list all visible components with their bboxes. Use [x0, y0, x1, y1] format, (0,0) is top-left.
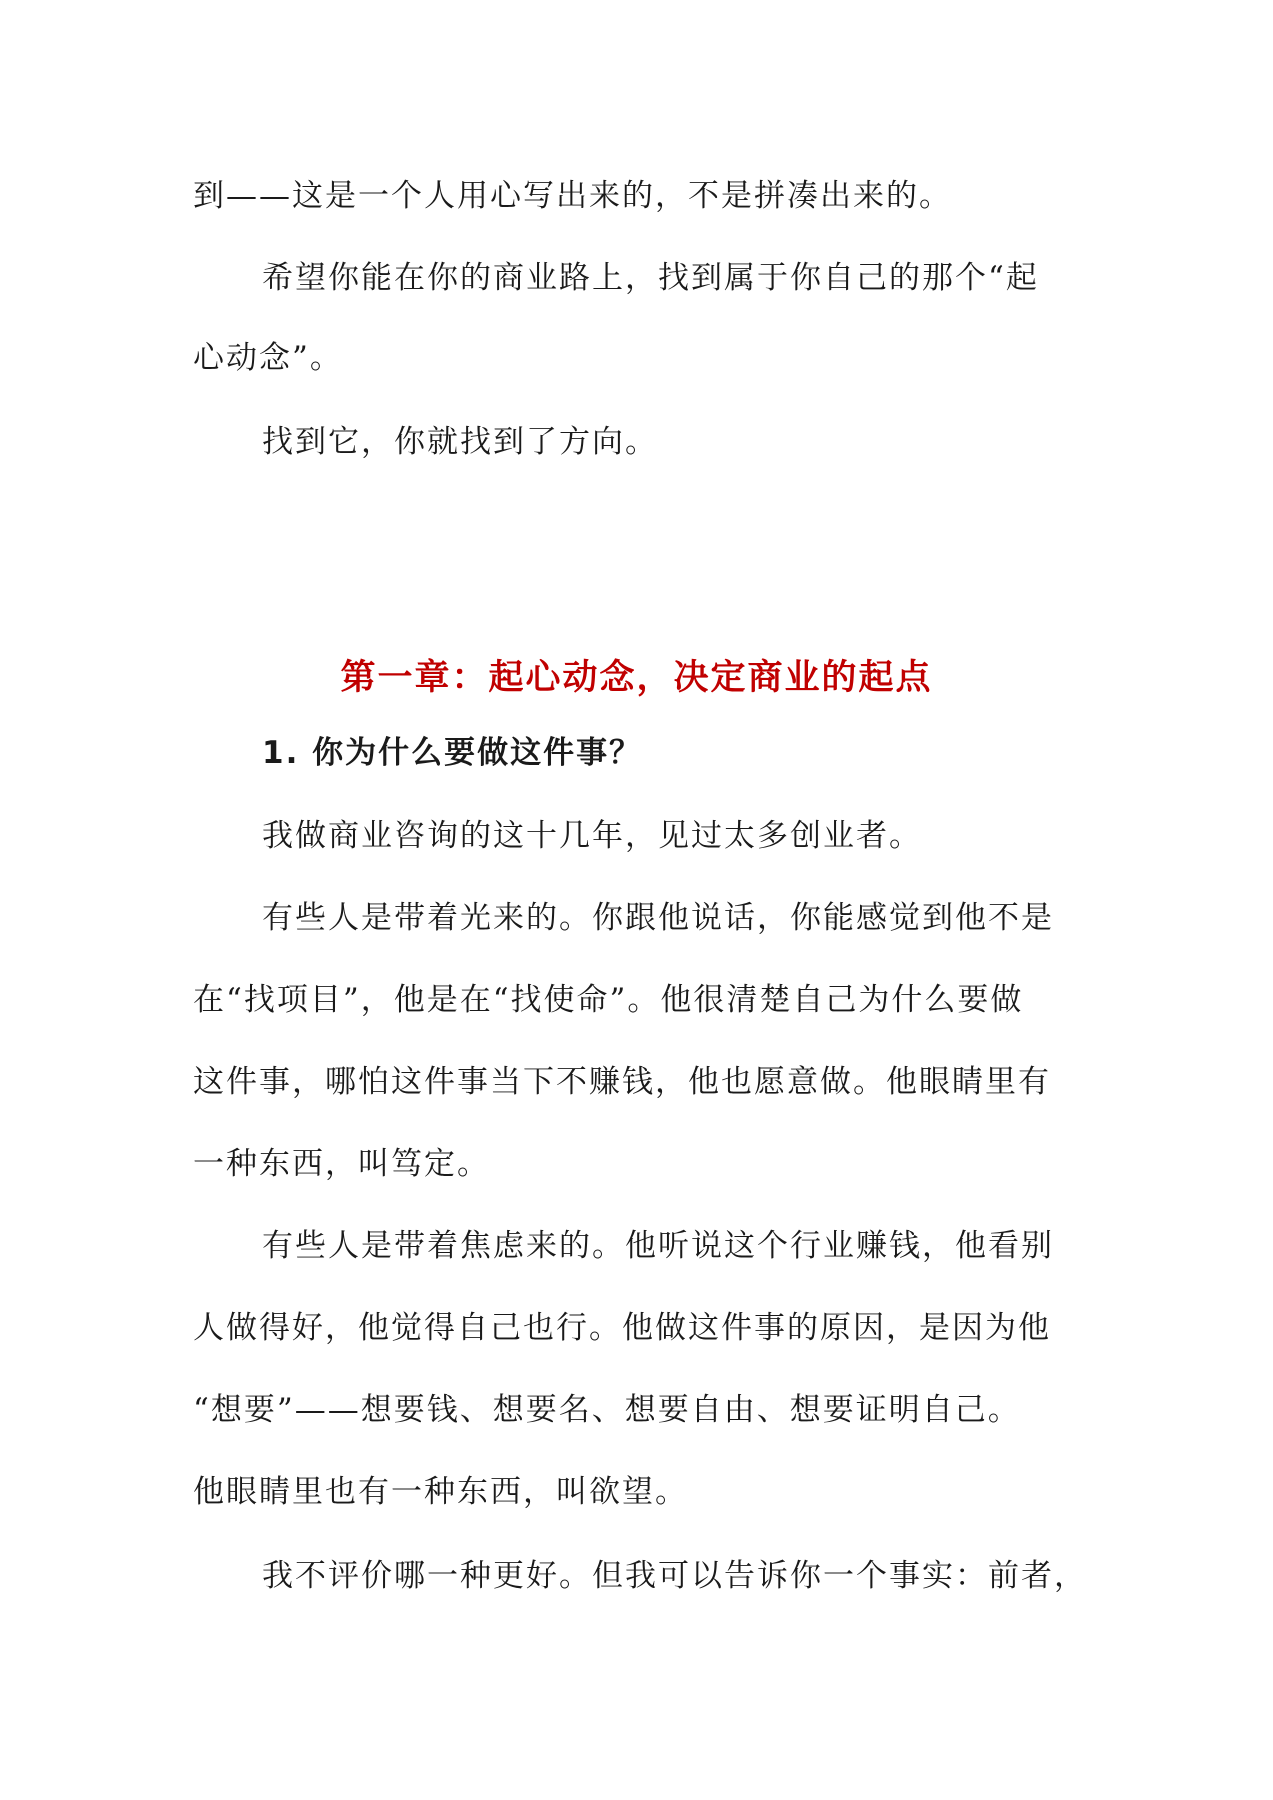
section-title: 1. 你为什么要做这件事？ — [262, 735, 643, 771]
body-paragraph-2-line-3: 这件事，哪怕这件事当下不赚钱，他也愿意做。他眼睛里有 — [193, 1064, 1051, 1100]
intro-paragraph-3-line-1: 找到它，你就找到了方向。 — [262, 424, 658, 460]
body-paragraph-3-line-1: 有些人是带着焦虑来的。他听说这个行业赚钱，他看别 — [262, 1228, 1054, 1264]
body-paragraph-3-line-4: 他眼睛里也有一种东西，叫欲望。 — [193, 1474, 688, 1510]
body-paragraph-2-line-2: 在“找项目”，他是在“找使命”。他很清楚自己为什么要做 — [193, 982, 1024, 1018]
body-paragraph-2-line-4: 一种东西，叫笃定。 — [193, 1146, 490, 1182]
body-paragraph-3-line-3: “想要”——想要钱、想要名、想要自由、想要证明自己。 — [193, 1392, 1021, 1428]
body-paragraph-4-line-1: 我不评价哪一种更好。但我可以告诉你一个事实：前者， — [262, 1558, 1087, 1594]
intro-paragraph-2-line-1: 希望你能在你的商业路上，找到属于你自己的那个“起 — [262, 260, 1039, 296]
chapter-title: 第一章：起心动念，决定商业的起点 — [340, 658, 933, 698]
body-paragraph-1-line-1: 我做商业咨询的这十几年，见过太多创业者。 — [262, 818, 922, 854]
intro-paragraph-2-line-2: 心动念”。 — [193, 340, 343, 376]
body-paragraph-3-line-2: 人做得好，他觉得自己也行。他做这件事的原因，是因为他 — [193, 1310, 1051, 1346]
intro-paragraph-1-line-1: 到——这是一个人用心写出来的，不是拼凑出来的。 — [193, 178, 952, 214]
body-paragraph-2-line-1: 有些人是带着光来的。你跟他说话，你能感觉到他不是 — [262, 900, 1054, 936]
